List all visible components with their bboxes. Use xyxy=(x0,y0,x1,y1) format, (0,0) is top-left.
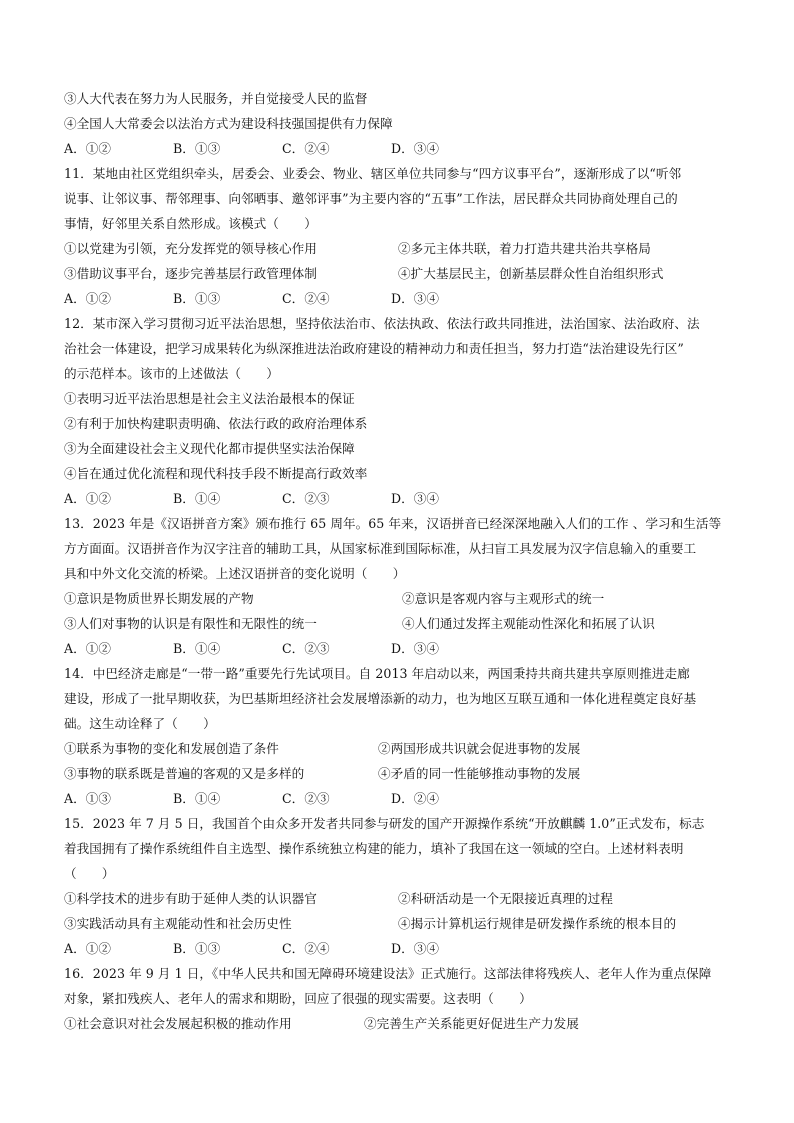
answer-a: A．①② xyxy=(64,291,112,306)
answer-d: D．③④ xyxy=(391,491,440,506)
answer-d: D．③④ xyxy=(391,941,440,956)
q16-option-2: ②完善生产关系能更好促进生产力发展 xyxy=(364,1016,579,1031)
answer-b: B．①③ xyxy=(173,941,221,956)
q11-option-3: ③借助议事平台，逐步完善基层行政管理体制 xyxy=(64,266,317,281)
q14-stem-line-1: 14．中巴经济走廊是“一带一路”重要先行先试项目。自 2013 年启动以来，两国秉持共商共建共享原则推进走廊 xyxy=(64,666,690,681)
q13-stem-line-1: 13．2023 年是《汉语拼音方案》颁布推行 65 周年。65 年来，汉语拼音已经深深地融入人们的工作 、学习和生活等 xyxy=(64,516,722,531)
answer-a: A．①② xyxy=(64,491,112,506)
answer-c: C．②③ xyxy=(282,791,330,806)
q14-stem-line-2: 建设，形成了一批早期收获，为巴基斯坦经济社会发展增添新的动力，也为地区互联互通和一体化进程奠定良好基 xyxy=(64,691,697,706)
answer-b: B．①③ xyxy=(173,141,221,156)
q16-stem-line-1: 16．2023 年 9 月 1 日，《中华人民共和国无障碍环境建设法》正式施行。这部法律将残疾人、老年人作为重点保障 xyxy=(64,966,712,981)
answer-a: A．①② xyxy=(64,941,112,956)
q11-option-1: ①以党建为引领，充分发挥党的领导核心作用 xyxy=(64,241,317,256)
q12-stem-line-2: 治社会一体建设，把学习成果转化为纵深推进法治政府建设的精神动力和责任担当，努力打造“法治建设先行区” xyxy=(64,341,684,356)
answer-c: C．②④ xyxy=(282,141,330,156)
q16-stem-line-2: 对象，紧扣残疾人、老年人的需求和期盼，回应了很强的现实需要。这表明（ ） xyxy=(64,991,532,1006)
q11-option-4: ④扩大基层民主，创新基层群众性自治组织形式 xyxy=(398,266,664,281)
q11-option-2: ②多元主体共联，着力打造共建共治共享格局 xyxy=(398,241,651,256)
q13-option-3: ③人们对事物的认识是有限性和无限性的统一 xyxy=(64,616,317,631)
answer-b: B．①④ xyxy=(173,641,221,656)
q12-stem-line-1: 12．某市深入学习贯彻习近平法治思想，坚持依法治市、依法执政、依法行政共同推进，法治国家、法治政府、法 xyxy=(64,316,700,331)
q13-option-2: ②意识是客观内容与主观形式的统一 xyxy=(402,591,605,606)
q14-option-3: ③事物的联系既是普遍的客观的又是多样的 xyxy=(64,766,305,781)
q15-stem-line-1: 15．2023 年 7 月 5 日，我国首个由众多开发者共同参与研发的国产开源操作系统“开放麒麟 1.0”正式发布，标志 xyxy=(64,816,705,831)
q10-option-4: ④全国人大常委会以法治方式为建设科技强国提供有力保障 xyxy=(64,116,393,131)
q11-stem-line-2: 说事、让邻议事、帮邻理事、向邻晒事、邀邻评事”为主要内容的“五事”工作法，居民群众共同协商处理自己的 xyxy=(64,191,678,206)
q14-stem-line-3: 础。这生动诠释了（ ） xyxy=(64,716,216,731)
answer-d: D．③④ xyxy=(391,141,440,156)
q15-stem-line-2: 着我国拥有了操作系统组件自主选型、操作系统独立构建的能力，填补了我国在这一领域的空白。上述材料表明 xyxy=(64,841,684,856)
q14-option-1: ①联系为事物的变化和发展创造了条件 xyxy=(64,741,279,756)
answer-c: C．②③ xyxy=(282,491,330,506)
q15-option-4: ④揭示计算机运行规律是研发操作系统的根本目的 xyxy=(398,916,677,931)
q10-option-3: ③人大代表在努力为人民服务，并自觉接受人民的监督 xyxy=(64,91,368,106)
q14-option-2: ②两国形成共识就会促进事物的发展 xyxy=(378,741,581,756)
answer-c: C．②④ xyxy=(282,941,330,956)
answer-d: D．③④ xyxy=(391,641,440,656)
q13-option-4: ④人们通过发挥主观能动性深化和拓展了认识 xyxy=(402,616,655,631)
q12-option-1: ①表明习近平法治思想是社会主义法治最根本的保证 xyxy=(64,391,355,406)
q15-option-1: ①科学技术的进步有助于延伸人类的认识器官 xyxy=(64,891,317,906)
q12-option-3: ③为全面建设社会主义现代化都市提供坚实法治保障 xyxy=(64,441,355,456)
q16-option-1: ①社会意识对社会发展起积极的推动作用 xyxy=(64,1016,292,1031)
answer-a: A．①② xyxy=(64,141,112,156)
answer-a: A．①② xyxy=(64,641,112,656)
answer-c: C．②③ xyxy=(282,641,330,656)
q11-stem-line-1: 11．某地由社区党组织牵头，居委会、业委会、物业、辖区单位共同参与“四方议事平台”，逐渐形成了以“听邻 xyxy=(64,166,682,181)
q13-option-1: ①意识是物质世界长期发展的产物 xyxy=(64,591,254,606)
answer-a: A．①③ xyxy=(64,791,112,806)
q15-stem-line-3: （ ） xyxy=(64,866,115,881)
answer-d: D．②④ xyxy=(391,791,440,806)
q15-option-3: ③实践活动具有主观能动性和社会历史性 xyxy=(64,916,292,931)
q11-stem-line-3: 事情，好邻里关系自然形成。该模式（ ） xyxy=(64,216,317,231)
answer-b: B．①③ xyxy=(173,291,221,306)
q15-option-2: ②科研活动是一个无限接近真理的过程 xyxy=(398,891,613,906)
q12-stem-line-3: 的示范样本。该市的上述做法（ ） xyxy=(64,366,279,381)
answer-c: C．②④ xyxy=(282,291,330,306)
q12-option-4: ④旨在通过优化流程和现代科技手段不断提高行政效率 xyxy=(64,466,368,481)
answer-b: B．①④ xyxy=(173,791,221,806)
q13-stem-line-2: 方方面面。汉语拼音作为汉字注音的辅助工具，从国家标准到国际标准，从扫盲工具发展为汉字信息输入的重要工 xyxy=(64,541,697,556)
answer-b: B．①④ xyxy=(173,491,221,506)
q12-option-2: ②有利于加快构建职责明确、依法行政的政府治理体系 xyxy=(64,416,368,431)
q13-stem-line-3: 具和中外文化交流的桥梁。上述汉语拼音的变化说明（ ） xyxy=(64,566,406,581)
q14-option-4: ④矛盾的同一性能够推动事物的发展 xyxy=(378,766,581,781)
answer-d: D．③④ xyxy=(391,291,440,306)
